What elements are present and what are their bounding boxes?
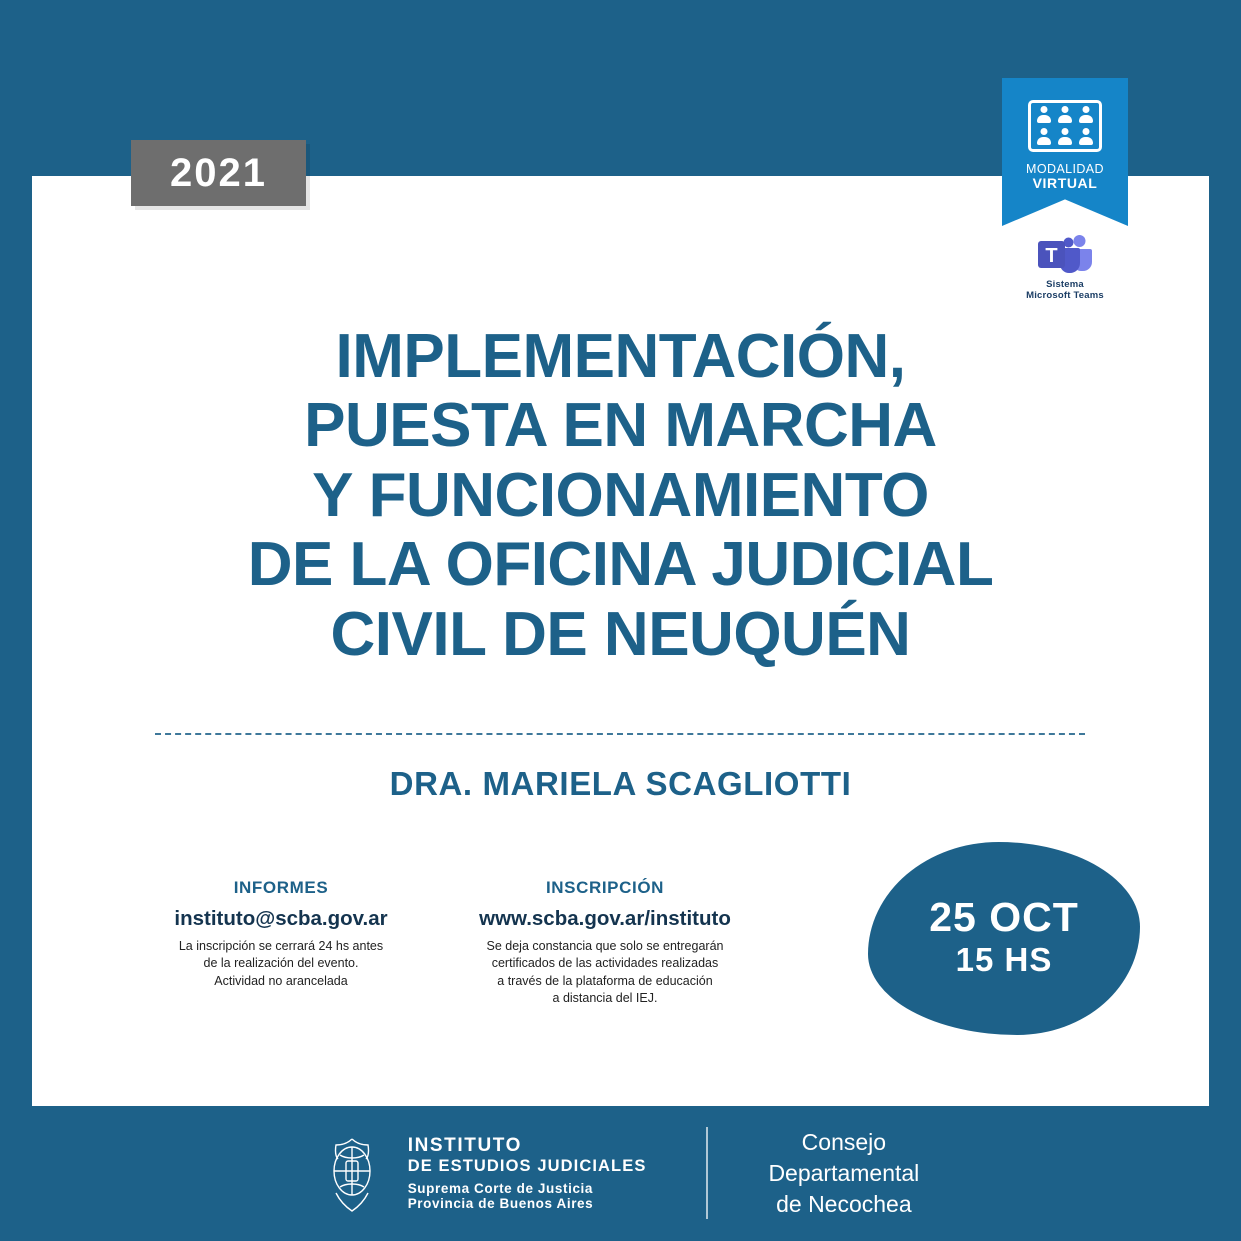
footer-divider [706, 1127, 708, 1219]
scba-crest-icon [322, 1131, 382, 1215]
virtual-modality-ribbon [1002, 78, 1128, 302]
person-glyph [1057, 128, 1073, 146]
informes-heading: INFORMES [233, 878, 329, 897]
inscripcion-block [452, 878, 758, 1007]
informes-block [131, 878, 431, 990]
title-line-1: IMPLEMENTACIÓN, [335, 322, 906, 391]
teams-caption-line1: Sistema [1046, 279, 1084, 290]
ribbon-label-line1: MODALIDAD [1026, 162, 1104, 176]
inscripcion-heading: INSCRIPCIÓN [545, 878, 665, 897]
teams-caption-line2: Microsoft Teams [1026, 290, 1104, 302]
title-line-2: PUESTA EN MARCHA [304, 391, 937, 461]
date-badge-time: 15 HS [955, 941, 1053, 979]
institute-line3: Suprema Corte de Justicia [407, 1180, 594, 1196]
institute-text [408, 1135, 647, 1213]
date-badge-date: 25 OCT [929, 894, 1079, 941]
title-line-5: CIVIL DE NEUQUÉN [330, 599, 911, 669]
microsoft-teams-block [1002, 232, 1128, 302]
council-text [768, 1127, 919, 1220]
dashed-divider [155, 733, 1085, 735]
inscripcion-url[interactable]: www.scba.gov.ar/instituto [479, 907, 731, 930]
footer-bar [0, 1106, 1241, 1241]
title-line-4: DE LA OFICINA JUDICIAL [247, 530, 994, 600]
teams-caption [1002, 279, 1128, 302]
right-band [1209, 176, 1241, 1106]
inscripcion-note [452, 938, 758, 1007]
ribbon-label [1002, 162, 1128, 192]
informes-note-line3: Actividad no arancelada [214, 973, 348, 988]
council-line3: de Necochea [776, 1191, 912, 1218]
institute-line1: INSTITUTO [407, 1134, 523, 1156]
inscripcion-note-line4: a distancia del IEJ. [552, 990, 658, 1005]
informes-email[interactable]: instituto@scba.gov.ar [174, 907, 388, 930]
inscripcion-note-line1: Se deja constancia que solo se entregarán [486, 939, 724, 953]
footer-content [322, 1127, 920, 1220]
informes-note-line1: La inscripción se cerrará 24 hs antes [178, 939, 384, 953]
person-glyph [1057, 106, 1073, 124]
speaker-name: DRA. MARIELA SCAGLIOTTI [389, 765, 852, 802]
institute-line4: Provincia de Buenos Aires [407, 1196, 594, 1212]
person-glyph [1036, 106, 1052, 124]
person-glyph [1078, 106, 1094, 124]
informes-note [131, 938, 431, 990]
informes-note-line2: de la realización del evento. [203, 956, 359, 971]
person-glyph [1036, 128, 1052, 146]
title-line-3: Y FUNCIONAMIENTO [312, 460, 929, 530]
person-glyph [1078, 128, 1094, 146]
inscripcion-note-line3: a través de la plataforma de educación [497, 973, 713, 988]
microsoft-teams-icon [1035, 232, 1095, 276]
council-line1: Consejo [801, 1128, 887, 1155]
date-badge [868, 842, 1140, 1035]
year-badge: 2021 [131, 140, 306, 206]
svg-text:T: T [1045, 245, 1058, 267]
page-title [60, 322, 1181, 669]
institute-line2: DE ESTUDIOS JUDICIALES [407, 1157, 647, 1176]
inscripcion-note-line2: certificados de las actividades realizadas [491, 956, 719, 971]
ribbon-label-line2: VIRTUAL [1032, 175, 1098, 191]
video-conference-icon [1028, 100, 1102, 152]
council-line2: Departamental [768, 1159, 920, 1186]
left-band [0, 176, 32, 1106]
